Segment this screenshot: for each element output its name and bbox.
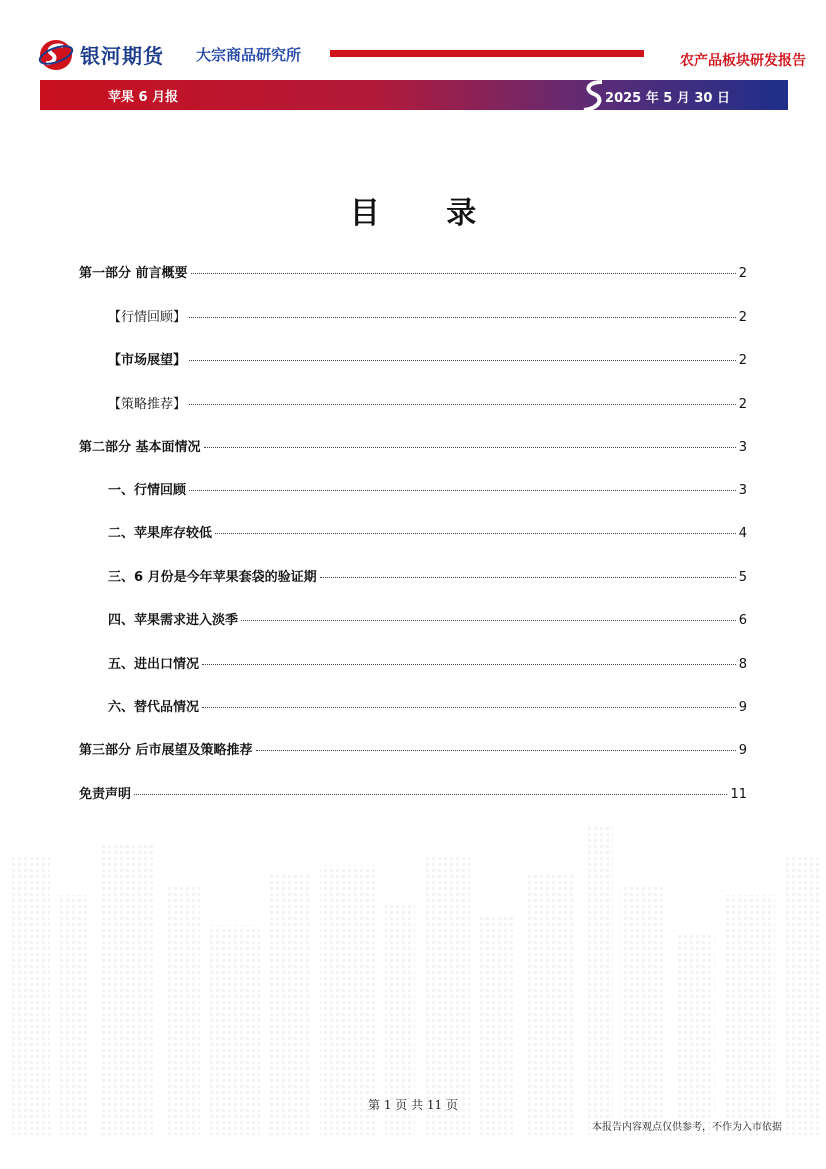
toc-entry-label: 免责声明 [79,787,132,802]
toc-title: 目 录 [349,196,505,231]
toc-entry[interactable] [108,349,747,371]
report-header [0,0,826,115]
toc-entry-page: 3 [738,440,747,455]
page-number: 第 1 页 共 11 页 [368,1098,458,1112]
toc-leader-dots [189,390,736,405]
toc-entry-page: 2 [738,310,747,325]
toc-entry-label: 二、苹果库存较低 [108,526,213,541]
toc-entry-label: 【行情回顾】 [108,310,187,325]
toc-entry-label: 第三部分 后市展望及策略推荐 [79,743,253,758]
toc-entry-page: 8 [738,657,747,672]
toc-leader-dots [189,476,736,491]
toc-entry-page: 6 [738,613,747,628]
toc-entry-page: 3 [738,483,747,498]
toc-leader-dots [202,650,736,665]
toc-entry[interactable] [108,522,747,544]
toc-leader-dots [191,259,736,274]
toc-entry[interactable] [79,262,747,284]
toc-entry-label: 【策略推荐】 [108,397,187,412]
toc-entry-page: 5 [738,570,747,585]
toc-entry-page: 11 [730,787,747,802]
toc-entry[interactable] [108,566,747,588]
toc-entry[interactable] [108,393,747,415]
toc-entry-label: 第二部分 基本面情况 [79,440,201,455]
toc-entry-page: 2 [738,353,747,368]
toc-entry[interactable] [108,696,747,718]
toc-leader-dots [204,433,736,448]
toc-entry-label: 三、6 月份是今年苹果套袋的验证期 [108,570,317,585]
toc-entry[interactable] [79,436,747,458]
toc-entry-page: 2 [738,397,747,412]
toc-entry[interactable] [79,739,747,761]
disclaimer-note: 本报告内容观点仅供参考，不作为入市依据 [592,1122,782,1133]
toc-leader-dots [241,606,736,621]
toc-entry[interactable] [108,479,747,501]
toc-entry[interactable] [79,783,747,805]
galaxy-logo-icon [38,38,74,72]
toc-entry-label: 五、进出口情况 [108,657,200,672]
toc-entry[interactable] [108,653,747,675]
toc-entry-label: 一、行情回顾 [108,483,187,498]
toc-entry-page: 9 [738,743,747,758]
city-skyline-watermark [0,815,826,1135]
toc-entry-label: 【市场展望】 [108,353,187,368]
company-name: 银河期货 [80,44,164,68]
toc-leader-dots [202,693,736,708]
toc-leader-dots [134,780,727,795]
header-red-rule [330,50,644,57]
toc-leader-dots [320,563,736,578]
department-name: 大宗商品研究所 [196,46,302,64]
toc-entry[interactable] [108,609,747,631]
toc-leader-dots [189,346,736,361]
toc-leader-dots [215,519,736,534]
report-type: 农产品板块研发报告 [680,53,806,69]
toc-entry-label: 第一部分 前言概要 [79,266,188,281]
toc-entry-label: 四、苹果需求进入淡季 [108,613,239,628]
toc-entry-page: 9 [738,700,747,715]
toc-entry-page: 4 [738,526,747,541]
toc-entry-label: 六、替代品情况 [108,700,200,715]
title-banner [40,80,788,110]
toc-leader-dots [256,736,736,751]
toc-entry-page: 2 [738,266,747,281]
report-date: 2025 年 5 月 30 日 [605,91,730,106]
toc-entry[interactable] [108,306,747,328]
report-name: 苹果 6 月报 [108,90,179,105]
toc-leader-dots [189,303,736,318]
